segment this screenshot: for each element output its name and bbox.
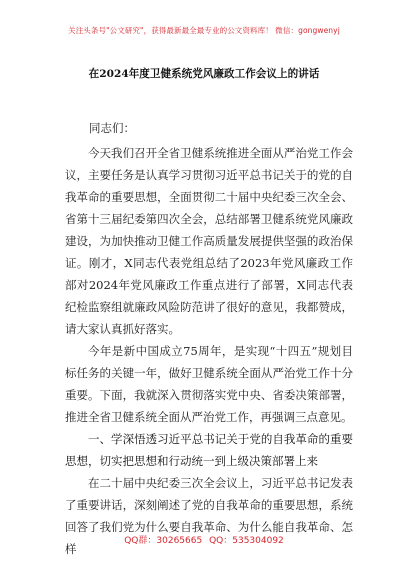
paragraph-context: 今年是新中国成立75周年，是实现“十四五”规划目标任务的关键一年，做好卫健系统全面从严治党工作十分重要。下面，我就深入贯彻落实党中央、省委决策部署，推进全省卫健系统全面从严治党工作，再强调三点意见。 bbox=[65, 344, 353, 424]
header-note: 关注头条号"公文研究"，获得最新最全最专业的公文资料库！ 微信：gongwenyj bbox=[68, 26, 340, 35]
document-title: 在2024年度卫健系统党风廉政工作会议上的讲话 bbox=[88, 68, 320, 80]
footer-contact bbox=[0, 533, 408, 546]
document-body bbox=[65, 142, 353, 560]
paragraph-opening: 今天我们召开全省卫健系统推进全面从严治党工作会议，主要任务是认真学习贯彻习近平总书记关于的党的自我革命的重要思想，全面贯彻二十届中央纪委三次全会、省第十三届纪委第四次全会，总结部署卫健系统党风廉政建设，为加快推动卫健工作高质量发展提供坚强的政治保证。刚才，X同志代表党组总结了2023年党风廉政工作部对2024年党风廉政工作重点进行了部署，X同志代表纪检监察组就廉政风险防范讲了很好的意见，我都赞成，请大家认真抓好落实。 bbox=[65, 146, 353, 336]
footer-qq-number: QQ：535304092 bbox=[209, 536, 284, 546]
paragraph-section-one: 在二十届中央纪委三次全会议上，习近平总书记发表了重要讲话，深刻阐述了党的自我革命的重要思想，系统回答了我们党为什么要自我革命、为什么能自我革命、怎样 bbox=[65, 476, 353, 556]
section-heading-one: 一、学深悟透习近平总书记关于党的自我革命的重要思想，切实把思想和行动统一到上级决策部署上来 bbox=[65, 432, 353, 468]
footer-qq-group: QQ群：30265665 bbox=[124, 536, 203, 546]
salutation: 同志们： bbox=[89, 121, 135, 135]
